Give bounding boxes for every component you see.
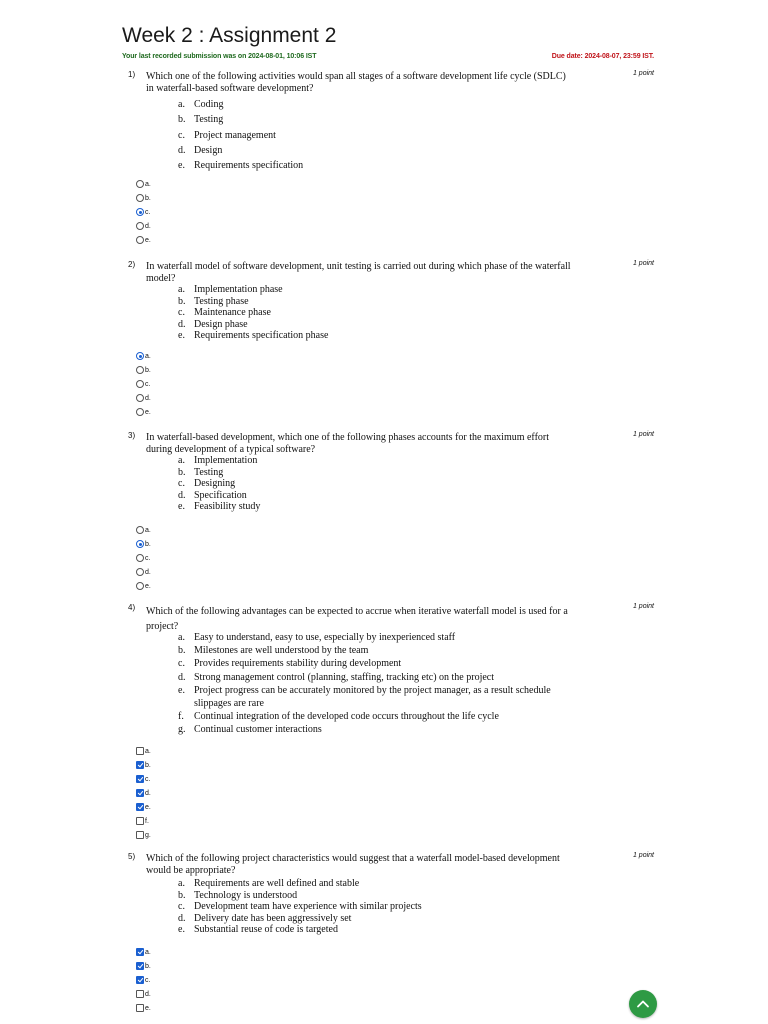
option-e: e. Substantial reuse of code is targeted bbox=[178, 924, 338, 936]
choice-a[interactable] bbox=[136, 349, 151, 363]
option-g: g. Continual customer interactions bbox=[178, 724, 322, 736]
choice-c[interactable] bbox=[136, 551, 151, 565]
answer-choices bbox=[136, 523, 151, 593]
choice-label: b. bbox=[145, 761, 151, 769]
choice-label: e. bbox=[145, 1004, 151, 1012]
checkbox[interactable] bbox=[136, 789, 144, 797]
choice-d[interactable] bbox=[136, 987, 151, 1001]
option-a: a. Implementation bbox=[178, 455, 258, 466]
option-d: d. Design bbox=[178, 144, 223, 156]
option-b: b. Testing phase bbox=[178, 295, 249, 307]
choice-c[interactable] bbox=[136, 377, 151, 391]
question-text: Which of the following project characteristics would suggest that a waterfall model-based development would be appropriate? bbox=[146, 853, 560, 876]
choice-a[interactable] bbox=[136, 523, 151, 537]
checkbox[interactable] bbox=[136, 948, 144, 956]
checkbox[interactable] bbox=[136, 775, 144, 783]
option-b: b. Milestones are well understood by the team bbox=[178, 645, 369, 657]
choice-label: b. bbox=[145, 540, 151, 548]
choice-label: b. bbox=[145, 366, 151, 374]
question-text: Which one of the following activities would span all stages of a software development life cycle (SDLC) in waterfall-based software development? bbox=[146, 71, 566, 94]
choice-b[interactable] bbox=[136, 191, 151, 205]
option-a: a. Requirements are well defined and stable bbox=[178, 878, 360, 889]
checkbox[interactable] bbox=[136, 817, 144, 825]
option-c: c. Project management bbox=[178, 129, 276, 141]
answer-choices bbox=[136, 177, 151, 247]
choice-b[interactable] bbox=[136, 363, 151, 377]
question-number: 5) bbox=[128, 852, 136, 861]
option-e: e. Requirements specification phase bbox=[178, 330, 329, 342]
option-b: b. Testing bbox=[178, 114, 224, 126]
choice-c[interactable] bbox=[136, 973, 151, 987]
option-b: b. Technology is understood bbox=[178, 889, 298, 901]
question-number: 4) bbox=[128, 603, 136, 612]
choice-label: e. bbox=[145, 582, 151, 590]
answer-choices bbox=[136, 945, 151, 1015]
last-submission-text: Your last recorded submission was on 2024-08-01, 10:06 IST bbox=[122, 53, 317, 60]
choice-label: e. bbox=[145, 236, 151, 244]
radio-button[interactable] bbox=[136, 526, 144, 534]
checkbox[interactable] bbox=[136, 1004, 144, 1012]
question-text: In waterfall model of software development, unit testing is carried out during which phase of the waterfall model? bbox=[146, 261, 571, 284]
answer-choices bbox=[136, 744, 151, 842]
radio-button[interactable] bbox=[136, 352, 144, 360]
choice-b[interactable] bbox=[136, 959, 151, 973]
question-points: 1 point bbox=[632, 431, 654, 438]
option-d: d. Delivery date has been aggressively set bbox=[178, 912, 352, 924]
checkbox[interactable] bbox=[136, 803, 144, 811]
choice-label: d. bbox=[145, 394, 151, 402]
option-e: e. Requirements specification bbox=[178, 160, 304, 172]
option-d: d. Strong management control (planning, staffing, tracking etc) on the project bbox=[178, 671, 495, 683]
checkbox[interactable] bbox=[136, 761, 144, 769]
checkbox[interactable] bbox=[136, 831, 144, 839]
choice-label: a. bbox=[145, 180, 151, 188]
choice-c[interactable] bbox=[136, 205, 151, 219]
question-number: 1) bbox=[128, 70, 136, 79]
radio-button[interactable] bbox=[136, 540, 144, 548]
checkbox[interactable] bbox=[136, 747, 144, 755]
option-f: f. Continual integration of the developed code occurs throughout the life cycle bbox=[178, 711, 499, 723]
checkbox[interactable] bbox=[136, 962, 144, 970]
choice-label: a. bbox=[145, 948, 151, 956]
choice-f[interactable] bbox=[136, 814, 151, 828]
option-list bbox=[178, 878, 594, 936]
choice-e[interactable] bbox=[136, 579, 151, 593]
choice-e[interactable] bbox=[136, 1001, 151, 1015]
radio-button[interactable] bbox=[136, 582, 144, 590]
choice-a[interactable] bbox=[136, 744, 151, 758]
choice-label: b. bbox=[145, 962, 151, 970]
option-a: a. Coding bbox=[178, 99, 224, 110]
choice-d[interactable] bbox=[136, 786, 151, 800]
choice-label: g. bbox=[145, 831, 151, 839]
choice-label: d. bbox=[145, 990, 151, 998]
radio-button[interactable] bbox=[136, 236, 144, 244]
due-date-text: Due date: 2024-08-07, 23:59 IST. bbox=[551, 53, 654, 60]
option-d: d. Specification bbox=[178, 489, 247, 501]
question-points: 1 point bbox=[632, 70, 654, 77]
choice-b[interactable] bbox=[136, 758, 151, 772]
choice-label: d. bbox=[145, 222, 151, 230]
choice-label: c. bbox=[145, 775, 151, 783]
choice-label: f. bbox=[145, 817, 149, 825]
choice-label: a. bbox=[145, 747, 151, 755]
option-list bbox=[178, 455, 594, 513]
choice-b[interactable] bbox=[136, 537, 151, 551]
choice-label: c. bbox=[145, 208, 151, 216]
radio-button[interactable] bbox=[136, 194, 144, 202]
choice-d[interactable] bbox=[136, 219, 151, 233]
choice-e[interactable] bbox=[136, 405, 151, 419]
option-c: c. Development team have experience with similar projects bbox=[178, 901, 422, 913]
option-e: e. Feasibility study bbox=[178, 501, 261, 513]
choice-g[interactable] bbox=[136, 828, 151, 842]
choice-label: d. bbox=[145, 789, 151, 797]
choice-e[interactable] bbox=[136, 800, 151, 814]
choice-label: c. bbox=[145, 554, 151, 562]
choice-label: c. bbox=[145, 380, 151, 388]
question-number: 3) bbox=[128, 431, 136, 440]
choice-label: e. bbox=[145, 803, 151, 811]
radio-button[interactable] bbox=[136, 180, 144, 188]
choice-label: a. bbox=[145, 526, 151, 534]
radio-button[interactable] bbox=[136, 222, 144, 230]
option-a: a. Easy to understand, easy to use, especially by inexperienced staff bbox=[178, 632, 456, 643]
question-number: 2) bbox=[128, 260, 136, 269]
choice-label: a. bbox=[145, 352, 151, 360]
choice-label: c. bbox=[145, 976, 151, 984]
page-title: Week 2 : Assignment 2 bbox=[122, 24, 337, 47]
radio-button[interactable] bbox=[136, 380, 144, 388]
radio-button[interactable] bbox=[136, 554, 144, 562]
choice-label: d. bbox=[145, 568, 151, 576]
question-text: Which of the following advantages can be expected to accrue when iterative waterfall model is used for a project? bbox=[146, 606, 568, 632]
option-list bbox=[178, 284, 594, 342]
scroll-to-top-button[interactable] bbox=[629, 990, 657, 1018]
option-e: e. Project progress can be accurately monitored by the project manager, as a result schedule slippages are rare bbox=[178, 684, 551, 710]
checkbox[interactable] bbox=[136, 990, 144, 998]
radio-button[interactable] bbox=[136, 208, 144, 216]
choice-a[interactable] bbox=[136, 177, 151, 191]
option-b: b. Testing bbox=[178, 466, 224, 478]
choice-e[interactable] bbox=[136, 233, 151, 247]
radio-button[interactable] bbox=[136, 568, 144, 576]
option-c: c. Maintenance phase bbox=[178, 307, 271, 319]
choice-d[interactable] bbox=[136, 565, 151, 579]
option-d: d. Design phase bbox=[178, 318, 248, 330]
choice-label: e. bbox=[145, 408, 151, 416]
radio-button[interactable] bbox=[136, 366, 144, 374]
option-list bbox=[178, 631, 594, 737]
answer-choices bbox=[136, 349, 151, 419]
chevron-up-icon bbox=[636, 997, 650, 1011]
checkbox[interactable] bbox=[136, 976, 144, 984]
radio-button[interactable] bbox=[136, 394, 144, 402]
choice-d[interactable] bbox=[136, 391, 151, 405]
choice-label: b. bbox=[145, 194, 151, 202]
question-points: 1 point bbox=[632, 260, 654, 267]
option-list bbox=[178, 97, 594, 173]
question-text: In waterfall-based development, which one of the following phases accounts for the maximum effort during development of a typical software? bbox=[146, 432, 550, 455]
option-c: c. Provides requirements stability during development bbox=[178, 658, 402, 670]
option-c: c. Designing bbox=[178, 478, 236, 490]
option-a: a. Implementation phase bbox=[178, 284, 283, 295]
question-points: 1 point bbox=[632, 852, 654, 859]
radio-button[interactable] bbox=[136, 408, 144, 416]
choice-a[interactable] bbox=[136, 945, 151, 959]
choice-c[interactable] bbox=[136, 772, 151, 786]
question-points: 1 point bbox=[632, 603, 654, 610]
